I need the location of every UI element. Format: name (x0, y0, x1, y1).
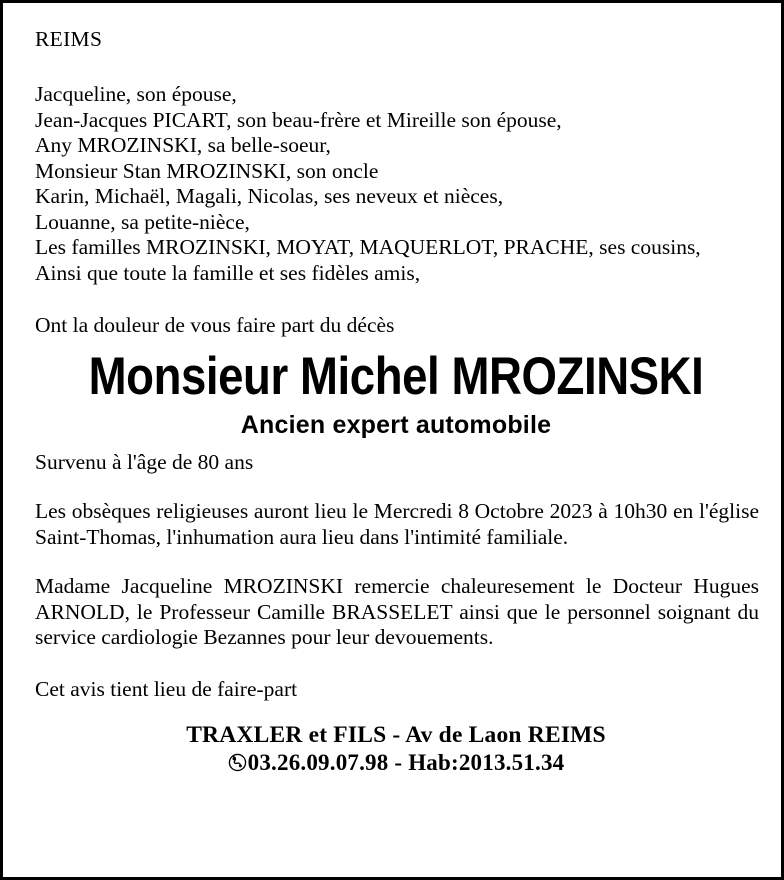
funeral-service-paragraph: Les obsèques religieuses auront lieu le Mercredi 8 Octobre 2023 à 10h30 en l'église Saint-Thomas, l'inhumation aura lieu dans l'intimité familiale. (35, 499, 765, 549)
family-line: Karin, Michaël, Magali, Nicolas, ses neveux et nièces, (35, 184, 504, 208)
family-line: Ainsi que toute la famille et ses fidèles amis, (35, 260, 421, 285)
funeral-home-phone-text: 03.26.09.07.98 - Hab:2013.51.34 (247, 750, 565, 775)
family-line: Monsieur Stan MROZINSKI, son oncle (35, 158, 379, 183)
deceased-name-heading: Monsieur Michel MROZINSKI (88, 346, 704, 406)
family-line: Jean-Jacques PICART, son beau-frère et Mireille son épouse, (35, 107, 562, 132)
announcement-line: Ont la douleur de vous faire part du décès (35, 313, 395, 337)
obituary-content (33, 27, 765, 778)
family-line: Les familles MROZINSKI, MOYAT, MAQUERLOT, PRACHE, ses cousins, (35, 235, 701, 259)
circled-telephone-icon (228, 751, 247, 778)
funeral-home-footer (33, 722, 759, 778)
family-line: Louanne, sa petite-nièce, (35, 209, 250, 234)
funeral-home-name: TRAXLER et FILS - Av de Laon REIMS (186, 722, 606, 748)
city-heading: REIMS (35, 27, 103, 51)
family-line: Any MROZINSKI, sa belle-soeur, (35, 133, 331, 157)
closing-note: Cet avis tient lieu de faire-part (35, 676, 298, 701)
deceased-occupation: Ancien expert automobile (240, 410, 552, 439)
funeral-home-contact (33, 749, 759, 778)
age-of-death-line: Survenu à l'âge de 80 ans (35, 449, 254, 474)
family-line: Jacqueline, son épouse, (35, 82, 237, 106)
family-members-list (35, 82, 759, 286)
thanks-paragraph: Madame Jacqueline MROZINSKI remercie chaleuresement le Docteur Hugues ARNOLD, le Professeur Camille BRASSELET ainsi que le personnel soignant du service cardiologie Bezannes pour leur devouements. (35, 574, 765, 649)
